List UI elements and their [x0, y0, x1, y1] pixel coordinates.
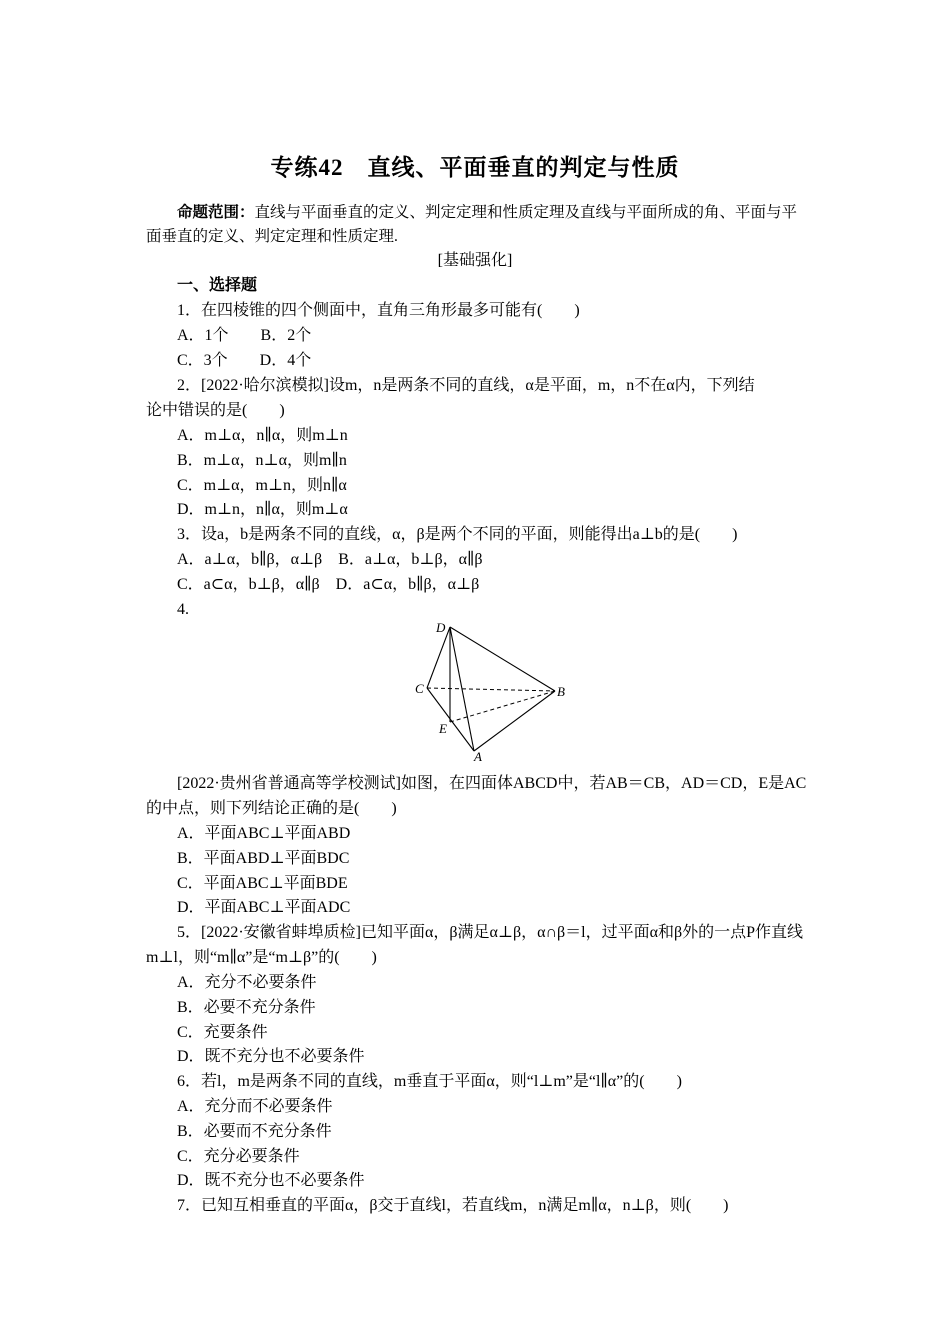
- q6-option-c: C．充分必要条件: [177, 1148, 300, 1165]
- q5-option-d: D．既不充分也不必要条件: [177, 1048, 365, 1065]
- q3-options-cd: C．a⊂α，b⊥β，α∥β D．a⊂α，b∥β，α⊥β: [177, 576, 480, 593]
- q1-options-ab: A．1个 B．2个: [177, 327, 312, 344]
- q6-option-d: D．既不充分也不必要条件: [177, 1172, 365, 1189]
- q3-stem: 3．设a，b是两条不同的直线，α，β是两个不同的平面，则能得出a⊥b的是( ): [177, 526, 738, 543]
- q3-options-ab: A．a⊥α，b∥β，α⊥β B．a⊥α，b⊥β，α∥β: [177, 551, 483, 568]
- q5-stem: 5．[2022·安徽省蚌埠质检]已知平面α，β满足α⊥β，α∩β＝l，过平面α和β外的一点P作直线m⊥l，则“m∥α”是“m⊥β”的( ): [146, 924, 804, 966]
- q2-option-a: A．m⊥α，n∥α，则m⊥n: [177, 427, 348, 444]
- edge-CB-hidden: [427, 688, 555, 691]
- section-subtitle: [基础强化]: [437, 252, 513, 269]
- q2-stem-line2: 论中错误的是( ): [146, 402, 285, 419]
- q4-option-c: C．平面ABC⊥平面BDE: [177, 875, 348, 892]
- label-A: A: [474, 749, 482, 764]
- q2-option-d: D．m⊥n，n∥α，则m⊥α: [177, 501, 348, 518]
- edge-AB: [474, 691, 555, 751]
- section-heading: 一、选择题: [177, 277, 258, 294]
- edge-DB: [450, 627, 555, 691]
- page-title: 专练42 直线、平面垂直的判定与性质: [270, 155, 680, 180]
- q5-option-a: A．充分不必要条件: [177, 974, 317, 991]
- q2-option-b: B．m⊥α，n⊥α，则m∥n: [177, 452, 347, 469]
- label-D: D: [436, 620, 446, 635]
- scope-paragraph: [146, 201, 806, 249]
- edge-DC: [427, 627, 450, 688]
- q4-stem: [2022·贵州省普通高等学校测试]如图，在四面体ABCD中，若AB＝CB，AD＝CD，E是AC的中点，则下列结论正确的是( ): [146, 775, 807, 817]
- tetrahedron-figure: [405, 615, 580, 765]
- q7-stem: 7．已知互相垂直的平面α，β交于直线l，若直线m，n满足m∥α，n⊥β，则( ): [177, 1197, 729, 1214]
- q5-option-b: B．必要不充分条件: [177, 999, 316, 1016]
- q5-option-c: C．充要条件: [177, 1024, 268, 1041]
- q6-option-b: B．必要而不充分条件: [177, 1123, 332, 1140]
- q6-option-a: A．充分而不必要条件: [177, 1098, 333, 1115]
- q4-option-a: A．平面ABC⊥平面ABD: [177, 825, 351, 842]
- q2-option-c: C．m⊥α，m⊥n，则n∥α: [177, 477, 347, 494]
- q4-option-d: D．平面ABC⊥平面ADC: [177, 899, 351, 916]
- scope-label: 命题范围：: [177, 204, 255, 221]
- q1-stem: 1．在四棱锥的四个侧面中，直角三角形最多可能有( ): [177, 302, 580, 319]
- q4-option-b: B．平面ABD⊥平面BDC: [177, 850, 350, 867]
- q4-number: 4.: [177, 601, 189, 618]
- q6-stem: 6．若l，m是两条不同的直线，m垂直于平面α，则“l⊥m”是“l∥α”的( ): [177, 1073, 682, 1090]
- label-B: B: [557, 684, 565, 699]
- label-E: E: [439, 721, 447, 736]
- label-C: C: [415, 681, 424, 696]
- q2-stem-line1: 2．[2022·哈尔滨模拟]设m，n是两条不同的直线，α是平面，m，n不在α内，下列结: [177, 377, 755, 394]
- scope-text: 直线与平面垂直的定义、判定定理和性质定理及直线与平面所成的角、平面与平面垂直的定义、判定定理和性质定理.: [146, 204, 798, 245]
- q1-options-cd: C．3个 D．4个: [177, 352, 312, 369]
